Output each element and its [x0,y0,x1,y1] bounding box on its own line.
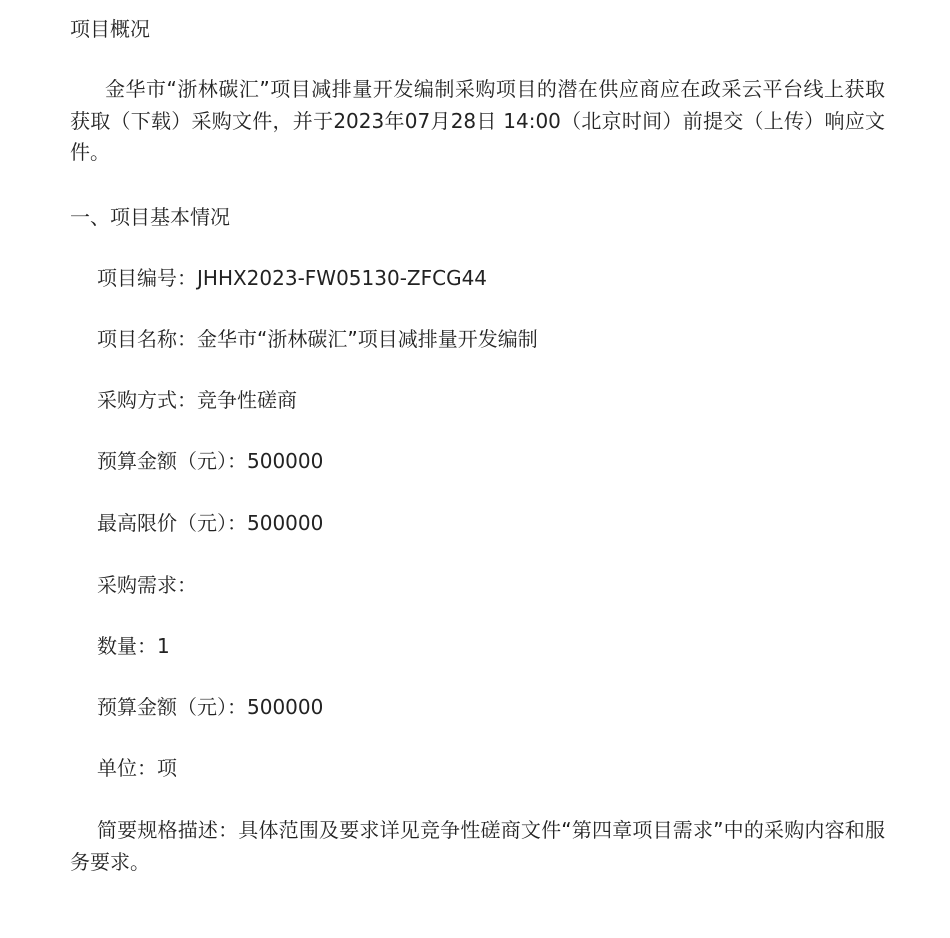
demand-budget-row [97,693,323,721]
budget-amount-value: 500000 [247,449,324,473]
procurement-method-row [97,386,297,414]
max-price-label: 最高限价（元）： [97,511,247,535]
max-price-row [97,509,323,537]
project-number-label: 项目编号： [97,266,197,290]
budget-amount-row [97,447,323,475]
heading-basic-info: 一、项目基本情况 [70,205,230,229]
unit-value: 项 [157,756,177,780]
spec-description-paragraph: 简要规格描述：具体范围及要求详见竞争性磋商文件“第四章项目需求”中的采购内容和服务要求。 [70,818,885,874]
intro-paragraph: 金华市“浙林碳汇”项目减排量开发编制采购项目的潜在供应商应在政采云平台线上获取获取（下载）采购文件，并于2023年07月28日 14:00（北京时间）前提交（上传）响应文件。 [70,77,885,164]
quantity-row [97,632,170,660]
unit-row [97,754,177,782]
budget-amount-label: 预算金额（元）： [97,449,247,473]
procurement-method-label: 采购方式： [97,388,197,412]
unit-label: 单位： [97,756,157,780]
demand-budget-label: 预算金额（元）： [97,695,247,719]
project-number-row [97,264,487,292]
project-number-value: JHHX2023-FW05130-ZFCG44 [197,266,488,290]
project-name-value: 金华市“浙林碳汇”项目减排量开发编制 [197,327,538,351]
project-name-row [97,325,538,353]
project-name-label: 项目名称： [97,327,197,351]
demand-budget-value: 500000 [247,695,324,719]
procurement-method-value: 竞争性磋商 [197,388,297,412]
procurement-demand-row [97,571,197,599]
max-price-value: 500000 [247,511,324,535]
quantity-value: 1 [157,634,170,658]
quantity-label: 数量： [97,634,157,658]
section-title: 项目概况 [70,17,150,41]
procurement-demand-label: 采购需求： [97,573,197,597]
